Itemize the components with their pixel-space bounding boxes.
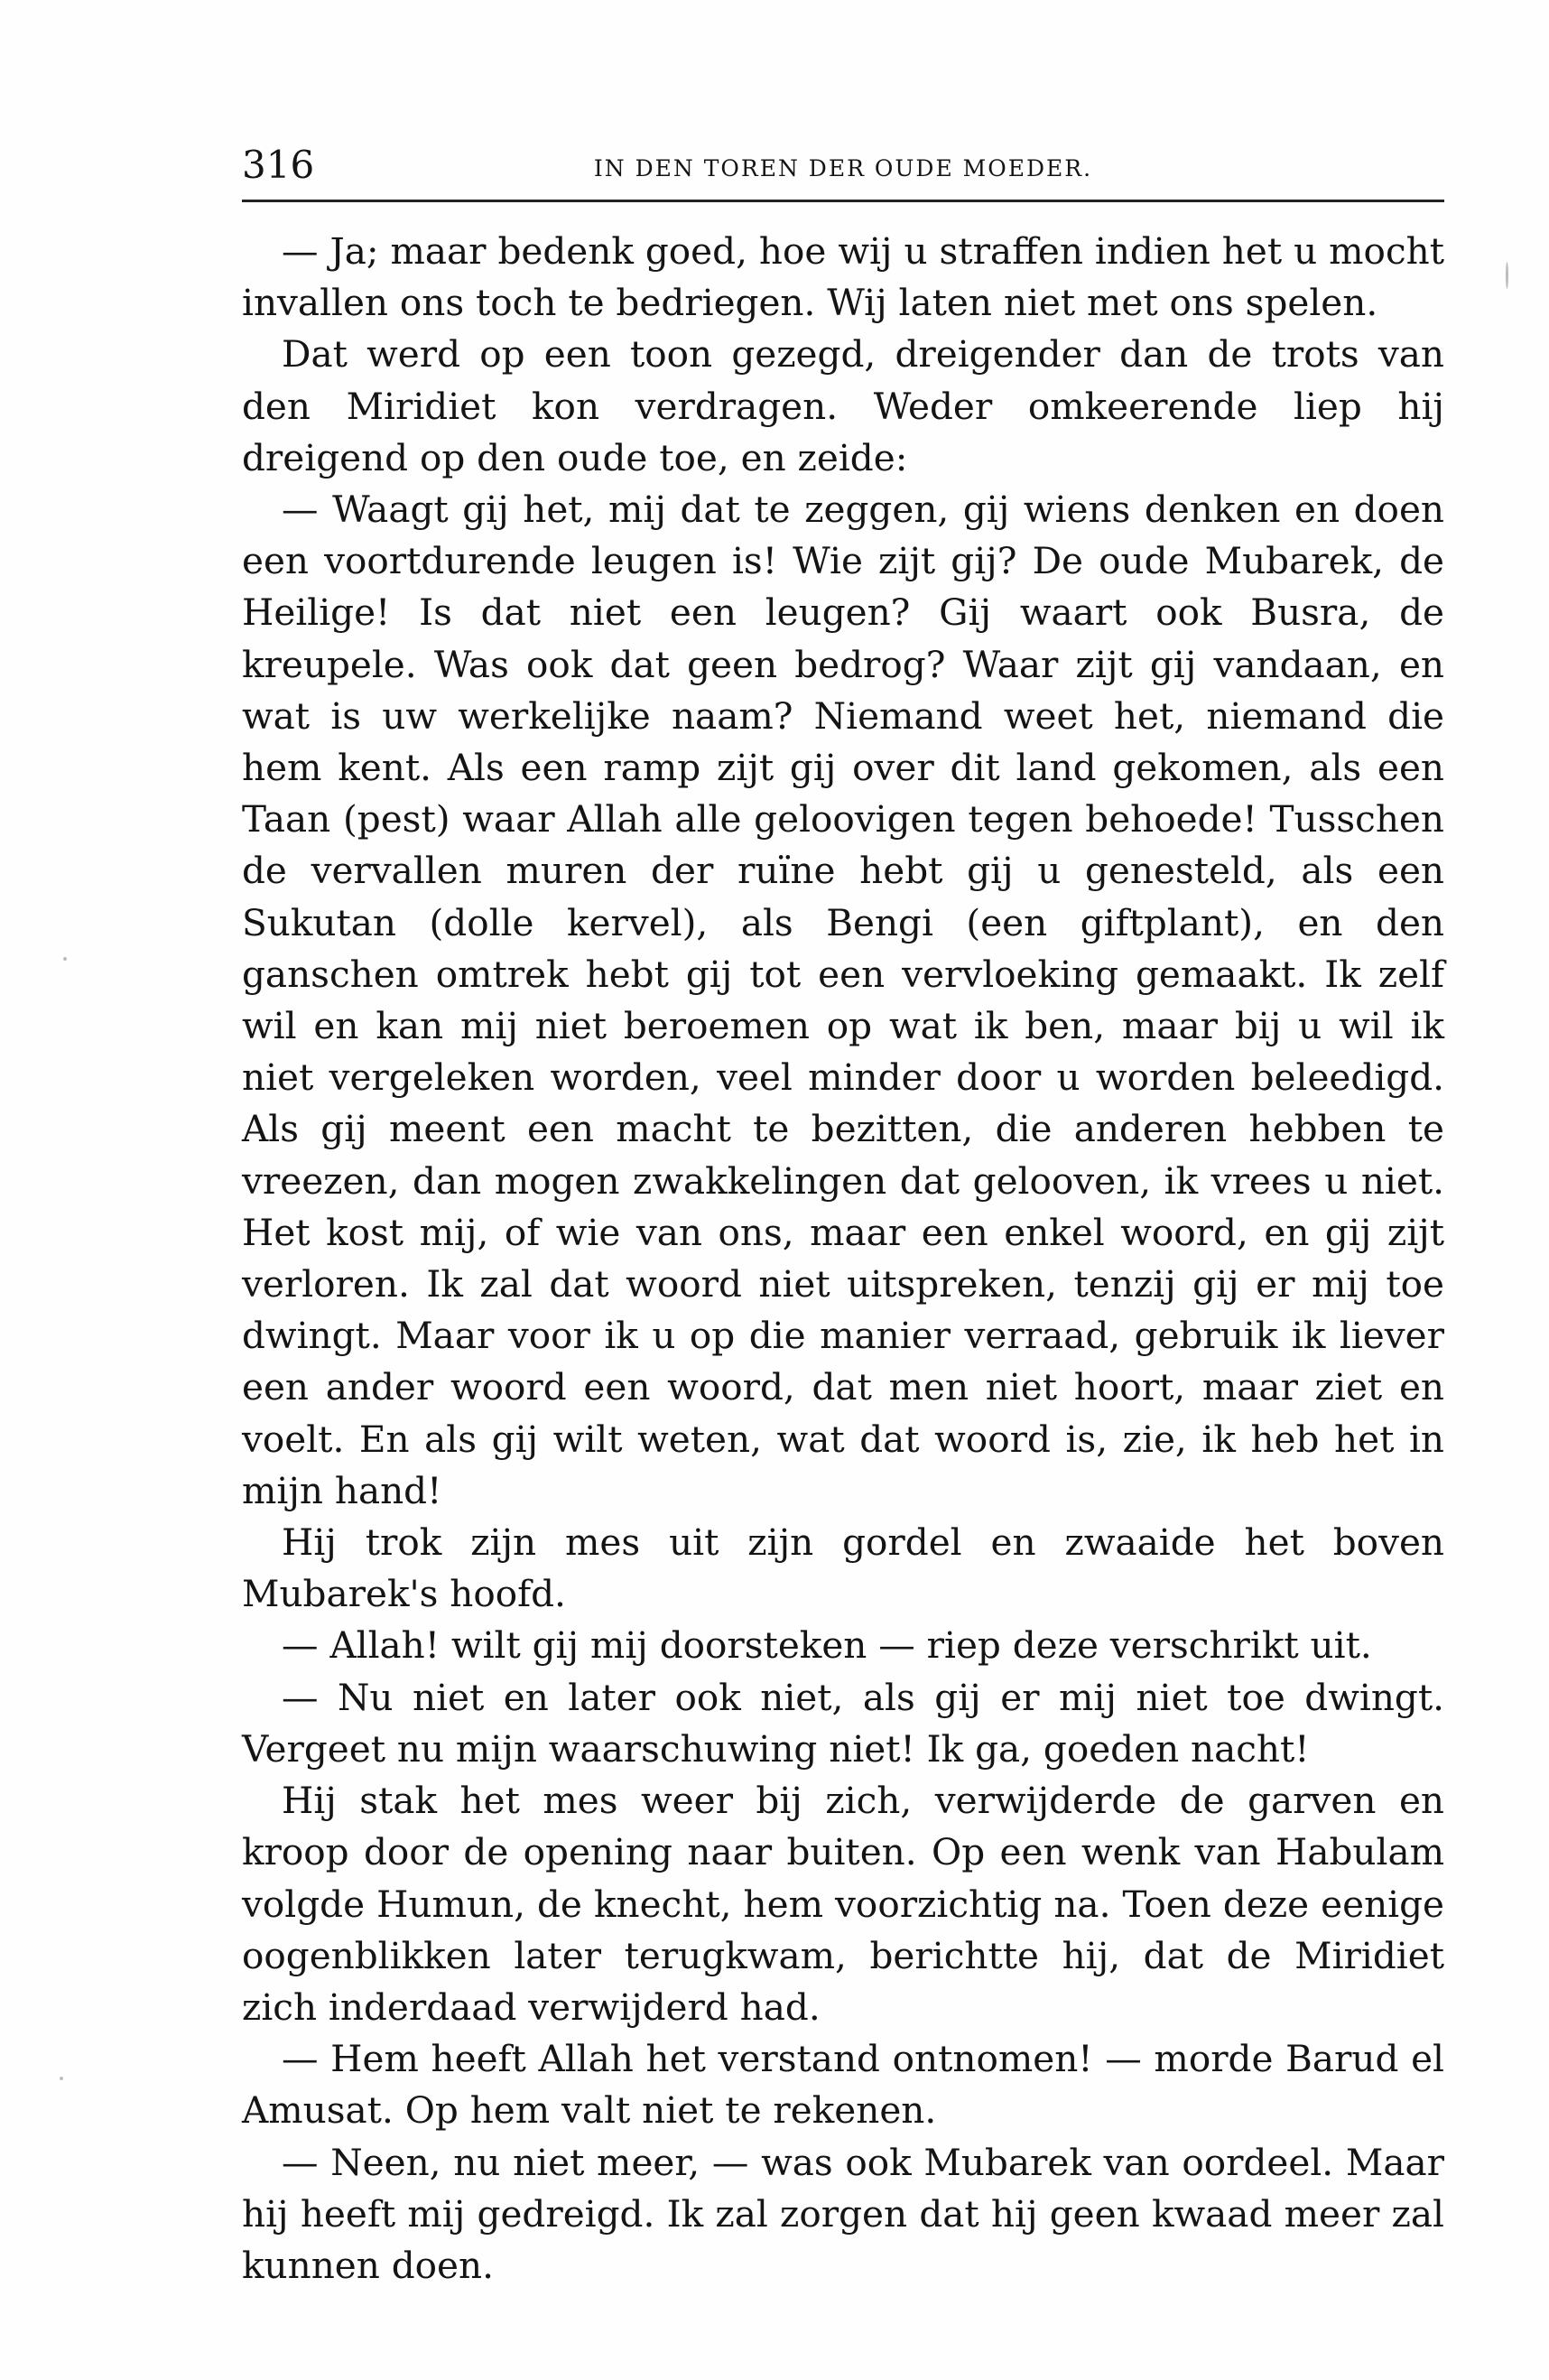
running-head: IN DEN TOREN DER OUDE MOEDER. <box>593 155 1093 181</box>
paper-speck <box>1506 262 1508 289</box>
paragraph: — Neen, nu niet meer, — was ook Mubarek van oordeel. Maar hij heeft mij gedreigd. Ik zal zorgen dat hij geen kwaad meer zal kunnen doen. <box>242 2140 1444 2287</box>
paragraph: — Ja; maar bedenk goed, hoe wij u straffen indien het u mocht invallen ons toch te bedriegen. Wij laten niet met ons spelen. <box>242 229 1444 325</box>
paragraph: — Nu niet en later ook niet, als gij er mij niet toe dwingt. Vergeet nu mijn waarschuwing niet! Ik ga, goeden nacht! <box>242 1675 1444 1771</box>
header-rule <box>242 200 1444 202</box>
paragraph: — Hem heeft Allah het verstand ontnomen! — morde Barud el Amusat. Op hem valt niet te rekenen. <box>242 2037 1444 2133</box>
paragraph: Hij stak het mes weer bij zich, verwijderde de garven en kroop door de opening naar buiten. Op een wenk van Habulam volgde Humun, de knecht, hem voorzichtig na. Toen deze eenige oogenblikken later terugkwam, berichtte hij, dat de Miridiet zich inderdaad verwijderd had. <box>242 1779 1444 2029</box>
paper-speck <box>63 957 67 961</box>
paper-speck <box>60 2077 63 2080</box>
paragraph: Dat werd op een toon gezegd, dreigender dan de trots van den Miridiet kon verdragen. Weder omkeerende liep hij dreigend op den oude toe, en zeide: <box>242 332 1444 479</box>
page-header <box>242 135 1444 199</box>
body-text <box>242 226 1444 2292</box>
paragraph: — Waagt gij het, mij dat te zeggen, gij wiens denken en doen een voortdurende leugen is! Wie zijt gij? De oude Mubarek, de Heilige! Is dat niet een leugen? Gij waart ook Busra, de kreupele. Was ook dat geen bedrog? Waar zijt gij vandaan, en wat is uw werkelijke naam? Niemand weet het, niemand die hem kent. Als een ramp zijt gij over dit land gekomen, als een Taan (pest) waar Allah alle geloovigen tegen behoede! Tusschen de vervallen muren der ruïne hebt gij u genesteld, als een Sukutan (dolle kervel), als Bengi (een giftplant), en den ganschen omtrek hebt gij tot een vervloeking gemaakt. Ik zelf wil en kan mij niet beroemen op wat ik ben, maar bij u wil ik niet vergeleken worden, veel minder door u worden beleedigd. Als gij meent een macht te bezitten, die anderen hebben te vreezen, dan mogen zwakkelingen dat gelooven, ik vrees u niet. Het kost mij, of wie van ons, maar een enkel woord, en gij zijt verloren. Ik zal dat woord niet uitspreken, tenzij gij er mij toe dwingt. Maar voor ik u op die manier verraad, gebruik ik liever een ander woord een woord, dat men niet hoort, maar ziet en voelt. En als gij wilt weten, wat dat woord is, zie, ik heb het in mijn hand! <box>242 488 1444 1512</box>
page-number: 316 <box>242 143 315 187</box>
paragraph: — Allah! wilt gij mij doorsteken — riep deze verschrikt uit. <box>282 1623 1372 1668</box>
paragraph: Hij trok zijn mes uit zijn gordel en zwaaide het boven Mubarek's hoofd. <box>242 1520 1444 1616</box>
